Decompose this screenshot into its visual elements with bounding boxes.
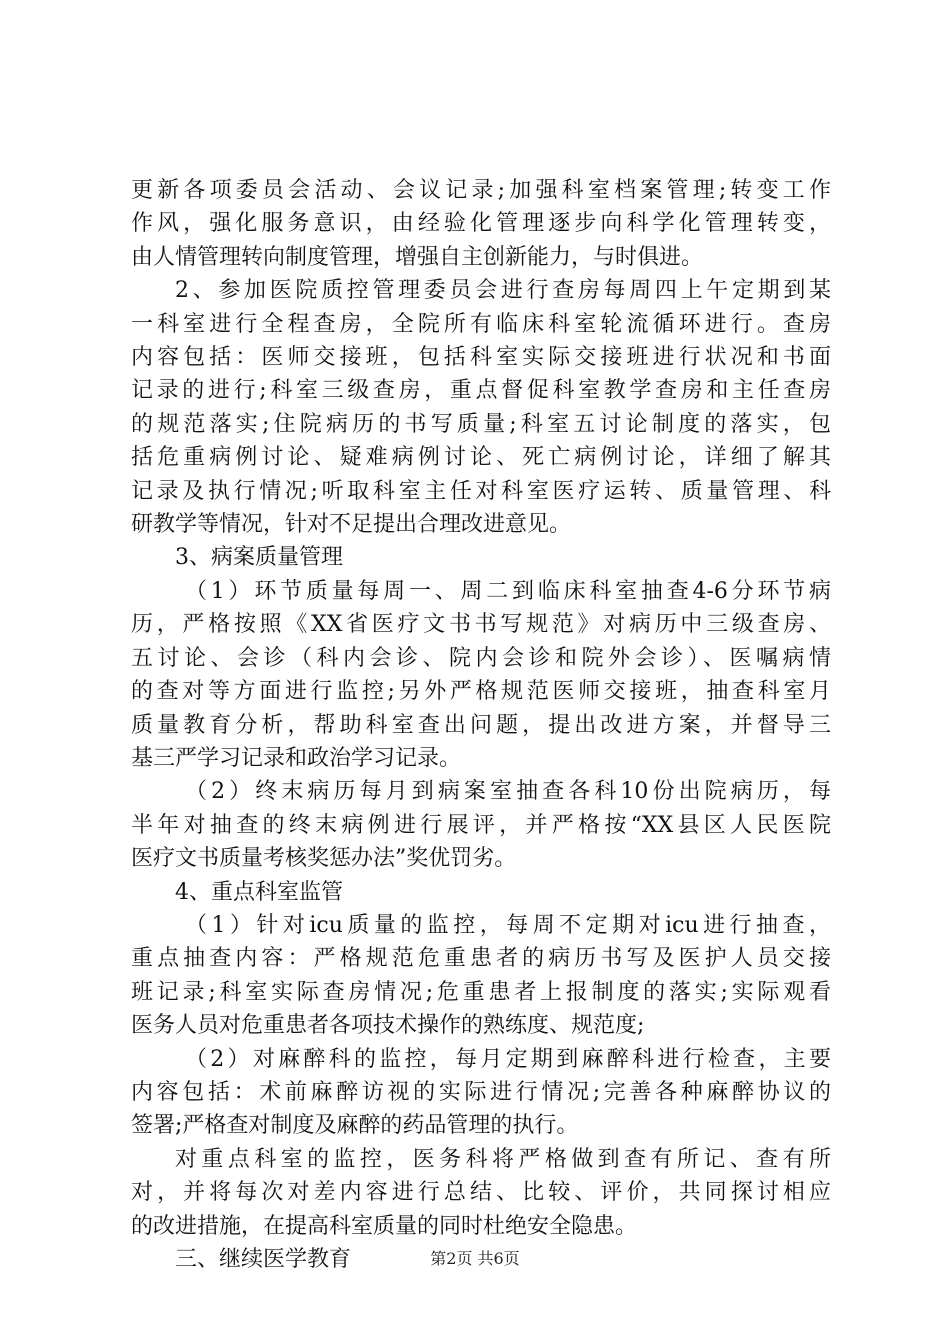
text-line: （2）终末病历每月到病案室抽查各科10份出院病历，每	[185, 779, 831, 805]
text-line: 医务人员对危重患者各项技术操作的熟练度、规范度;	[131, 1013, 645, 1039]
paragraph	[131, 541, 831, 574]
text-line: 记录的进行;科室三级查房，重点督促科室教学查房和主任查房	[131, 378, 831, 404]
text-line: 医疗文书质量考核奖惩办法”奖优罚劣。	[131, 846, 517, 872]
text-line: 内容包括：医师交接班，包括科室实际交接班进行状况和书面	[131, 345, 831, 371]
text-line: 由人情管理转向制度管理，增强自主创新能力，与时俱进。	[131, 244, 704, 270]
paragraph	[131, 1043, 831, 1143]
text-line: （2）对麻醉科的监控，每月定期到麻醉科进行检查，主要	[185, 1046, 831, 1072]
paragraph	[131, 274, 831, 541]
page-footer	[0, 1246, 950, 1269]
text-line: 历，严格按照《XX省医疗文书书写规范》对病历中三级查房、	[131, 612, 831, 638]
text-line: 的改进措施，在提高科室质量的同时杜绝安全隐患。	[131, 1213, 638, 1239]
text-line: 研教学等情况，针对不足提出合理改进意见。	[131, 512, 572, 538]
text-line: 更新各项委员会活动、会议记录;加强科室档案管理;转变工作	[131, 178, 831, 203]
paragraph	[131, 876, 831, 909]
paragraph	[131, 174, 831, 274]
text-line: 括危重病例讨论、疑难病例讨论、死亡病例讨论，详细了解其	[131, 445, 831, 471]
text-line: 班记录;科室实际查房情况;危重患者上报制度的落实;实际观看	[131, 979, 831, 1005]
text-line: 质量教育分析，帮助科室查出问题，提出改进方案，并督导三	[131, 712, 831, 738]
text-line: 的规范落实;住院病历的书写质量;科室五讨论制度的落实，包	[131, 411, 831, 437]
text-line: 半年对抽查的终末病例进行展评，并严格按“XX县区人民医院	[131, 812, 831, 838]
text-line: （1）环节质量每周一、周二到临床科室抽查4-6分环节病	[185, 578, 831, 604]
paragraph	[131, 909, 831, 1043]
text-line: 对重点科室的监控，医务科将严格做到查有所记、查有所	[175, 1146, 831, 1172]
paragraph	[131, 775, 831, 875]
paragraph	[131, 575, 831, 775]
text-line: （1）针对icu质量的监控，每周不定期对icu进行抽查，	[185, 912, 831, 938]
text-line: 对，并将每次对差内容进行总结、比较、评价，共同探讨相应	[131, 1180, 831, 1206]
document-body	[131, 174, 831, 1276]
text-line: 基三严学习记录和政治学习记录。	[131, 745, 462, 771]
text-line: 4、重点科室监管	[175, 879, 343, 905]
text-line: 2、参加医院质控管理委员会进行查房每周四上午定期到某	[175, 278, 831, 304]
text-line: 作风，强化服务意识，由经验化管理逐步向科学化管理转变，	[131, 211, 831, 237]
text-line: 五讨论、会诊（科内会诊、院内会诊和院外会诊）、医嘱病情	[131, 645, 831, 671]
text-line: 记录及执行情况;听取科室主任对科室医疗运转、质量管理、科	[131, 478, 831, 504]
paragraph	[131, 1143, 831, 1243]
text-line: 一科室进行全程查房，全院所有临床科室轮流循环进行。查房	[131, 311, 831, 337]
text-line: 3、病案质量管理	[175, 545, 343, 571]
page-number: 第2页 共6页	[430, 1249, 520, 1268]
text-line: 签署;严格查对制度及麻醉的药品管理的执行。	[131, 1113, 579, 1139]
text-line: 的查对等方面进行监控;另外严格规范医师交接班，抽查科室月	[131, 679, 831, 705]
text-line: 三、继续医学教育	[175, 1247, 352, 1272]
text-line: 重点抽查内容：严格规范危重患者的病历书写及医护人员交接	[131, 946, 831, 972]
text-line: 内容包括：术前麻醉访视的实际进行情况;完善各种麻醉协议的	[131, 1079, 831, 1105]
